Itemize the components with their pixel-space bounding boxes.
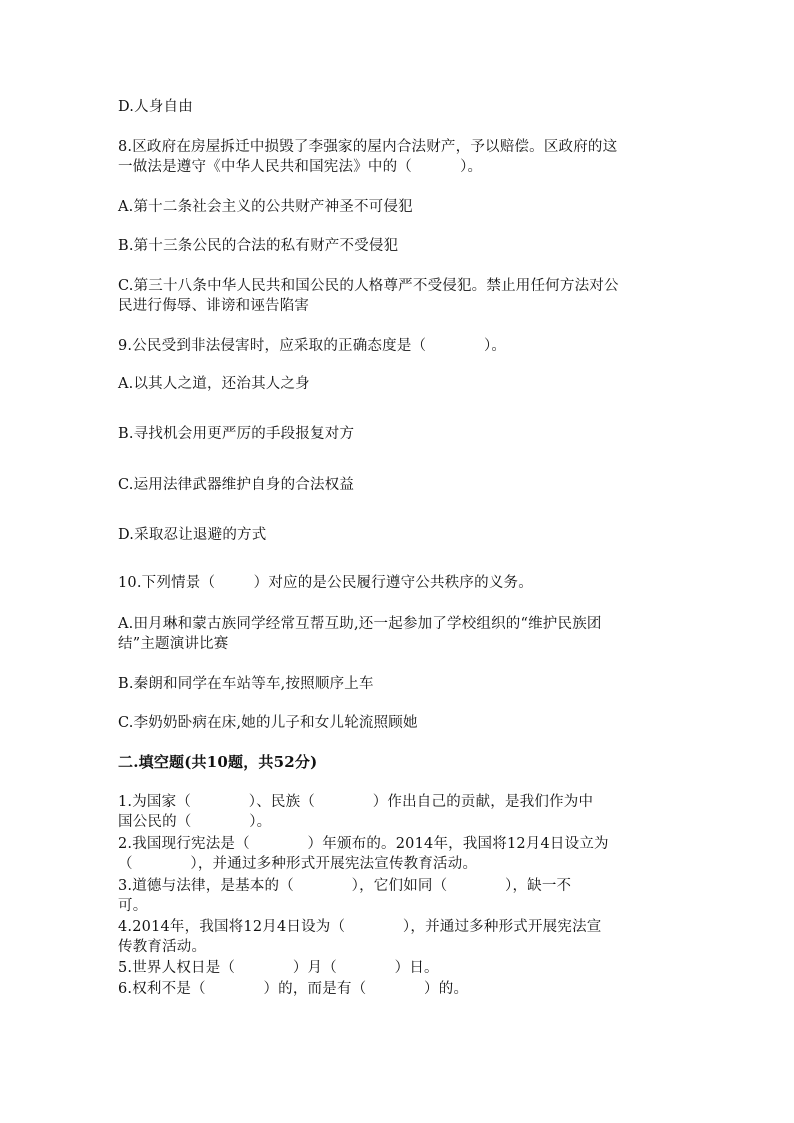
- q7-option-d: D.人身自由: [118, 99, 193, 115]
- fill-item-line: 4.2014年，我国将12月4日设为（ ），并通过多种形式开展宪法宣: [118, 919, 602, 935]
- q8-option-b: B.第十三条公民的合法的私有财产不受侵犯: [118, 238, 399, 254]
- fill-item-line: 国公民的（ ）。: [118, 814, 272, 830]
- fill-item-line: 2.我国现行宪法是（ ）年颁布的。2014年，我国将12月4日设立为: [118, 836, 609, 852]
- fill-item-line: 5.世界人权日是（ ）月（ ）日。: [118, 960, 439, 976]
- q9-option-a: A.以其人之道，还治其人之身: [118, 376, 310, 392]
- q10-stem: 10.下列情景（ ）对应的是公民履行遵守公共秩序的义务。: [118, 575, 533, 591]
- q8-option-a: A.第十二条社会主义的公共财产神圣不可侵犯: [118, 199, 413, 215]
- q8-option-c-line-1: C.第三十八条中华人民共和国公民的人格尊严不受侵犯。禁止用任何方法对公: [118, 278, 619, 294]
- fill-item-line: 3.道德与法律，是基本的（ ），它们如同（ ），缺一不: [118, 878, 572, 894]
- q10-option-a-line-1: A.田月琳和蒙古族同学经常互帮互助,还一起参加了学校组织的“维护民族团: [118, 616, 602, 632]
- q10-option-a-line-2: 结”主题演讲比赛: [118, 636, 229, 652]
- fill-item-line: 可。: [118, 898, 148, 914]
- fill-item-line: 1.为国家（ ）、民族（ ）作出自己的贡献，是我们作为中: [118, 794, 594, 810]
- q10-option-b: B.秦朗和同学在车站等车,按照顺序上车: [118, 676, 374, 692]
- q8-stem-line-1: 8.区政府在房屋拆迁中损毁了李强家的屋内合法财产，予以赔偿。区政府的这: [118, 139, 618, 155]
- q8-option-c-line-2: 民进行侮辱、诽谤和诬告陷害: [118, 298, 310, 314]
- q9-option-c: C.运用法律武器维护自身的合法权益: [118, 477, 355, 493]
- q9-option-d: D.采取忍让退避的方式: [118, 527, 267, 543]
- q10-option-c: C.李奶奶卧病在床,她的儿子和女儿轮流照顾她: [118, 715, 418, 731]
- fill-item-line: 6.权利不是（ ）的，而是有（ ）的。: [118, 981, 469, 997]
- q9-stem: 9.公民受到非法侵害时，应采取的正确态度是（ ）。: [118, 338, 507, 354]
- section-heading-fill-in: 二.填空题(共10题，共52分): [118, 753, 318, 771]
- fill-item-line: 传教育活动。: [118, 939, 207, 955]
- fill-item-line: （ ），并通过多种形式开展宪法宣传教育活动。: [118, 856, 478, 872]
- q9-option-b: B.寻找机会用更严厉的手段报复对方: [118, 426, 355, 442]
- q8-stem-line-2: 一做法是遵守《中华人民共和国宪法》中的（ ）。: [118, 159, 483, 175]
